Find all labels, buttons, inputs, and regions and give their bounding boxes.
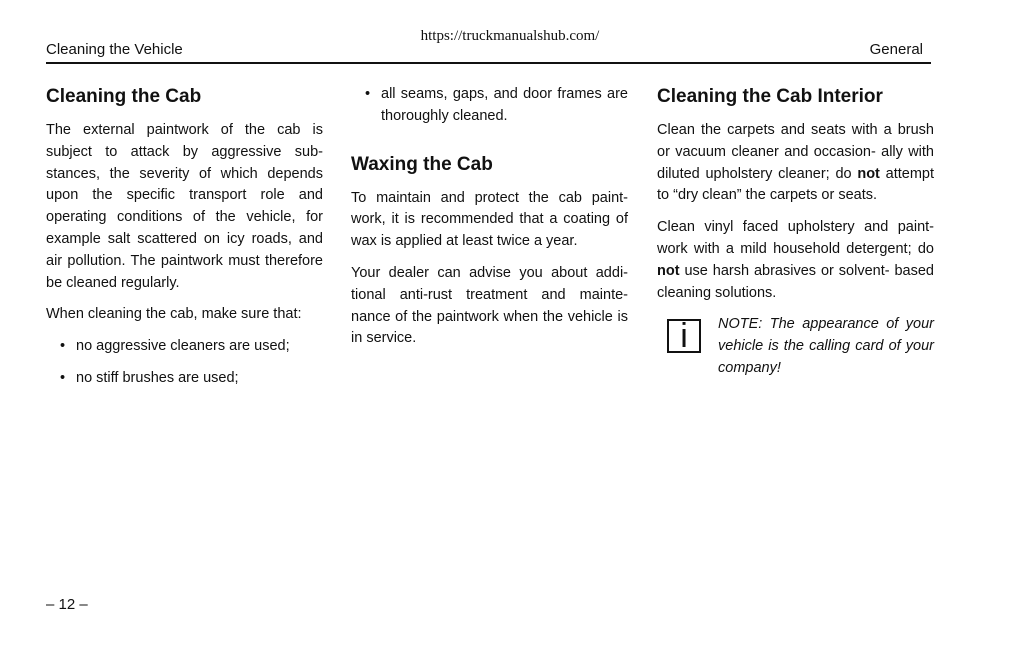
cleaning-cab-paragraph-1: The external paintwork of the cab is subject to attack by aggressive sub- stances, the severity of which depends upon the specific transport role and operating conditions of the vehicle, for example salt scattered on icy roads, and air pollution. The paintwork must therefore be cleaned regularly. [46,122,323,291]
cleaning-cab-heading: Cleaning the Cab [46,86,202,107]
list-item [46,336,323,358]
list-item-text: all seams, gaps, and door frames are thoroughly cleaned. [381,86,628,124]
emphasis-not: not [857,165,880,182]
cab-interior-heading: Cleaning the Cab Interior [657,86,883,107]
list-item [351,84,628,128]
cab-interior-paragraph-1: Clean the carpets and seats with a brush or vacuum cleaner and occasion- ally with diluted upholstery cleaner; do not attempt to “dry clean” the carpets or seats. [657,122,934,204]
header-rule [46,62,931,64]
column-1 [46,84,323,400]
note-box [657,314,934,379]
list-item [46,368,323,390]
cleaning-cab-bullet-list-continued [351,84,628,128]
waxing-cab-paragraph-1: To maintain and protect the cab paint- work, it is recommended that a coating of wax is applied at least twice a year. [351,189,628,250]
waxing-cab-paragraph-2: Your dealer can advise you about addi- tional anti-rust treatment and mainte- nance of the paintwork when the vehicle is in service. [351,264,628,347]
header-chapter-title: General [869,41,923,58]
bullet-icon: • [365,86,371,102]
bullet-icon: • [60,338,66,355]
column-3 [657,84,934,380]
header-section-title: Cleaning the Vehicle [46,41,183,58]
page-number: – 12 – [46,596,88,613]
column-2 [351,84,628,360]
cab-interior-paragraph-2: Clean vinyl faced upholstery and paint- work with a mild household detergent; do not use harsh abrasives or solvent- based cleaning solutions. [657,219,934,301]
info-icon: i [667,319,701,353]
emphasis-not: not [657,262,680,279]
waxing-cab-heading: Waxing the Cab [351,153,493,175]
cleaning-cab-bullet-list [46,336,323,390]
list-item-text: no stiff brushes are used; [76,369,239,386]
note-text: NOTE: The appearance of your vehicle is the calling card of your company! [718,316,934,376]
list-item-text: no aggressive cleaners are used; [76,338,290,355]
watermark-url: https://truckmanualshub.com/ [420,28,600,44]
bullet-icon: • [60,369,66,386]
cleaning-cab-paragraph-2: When cleaning the cab, make sure that: [46,306,302,323]
